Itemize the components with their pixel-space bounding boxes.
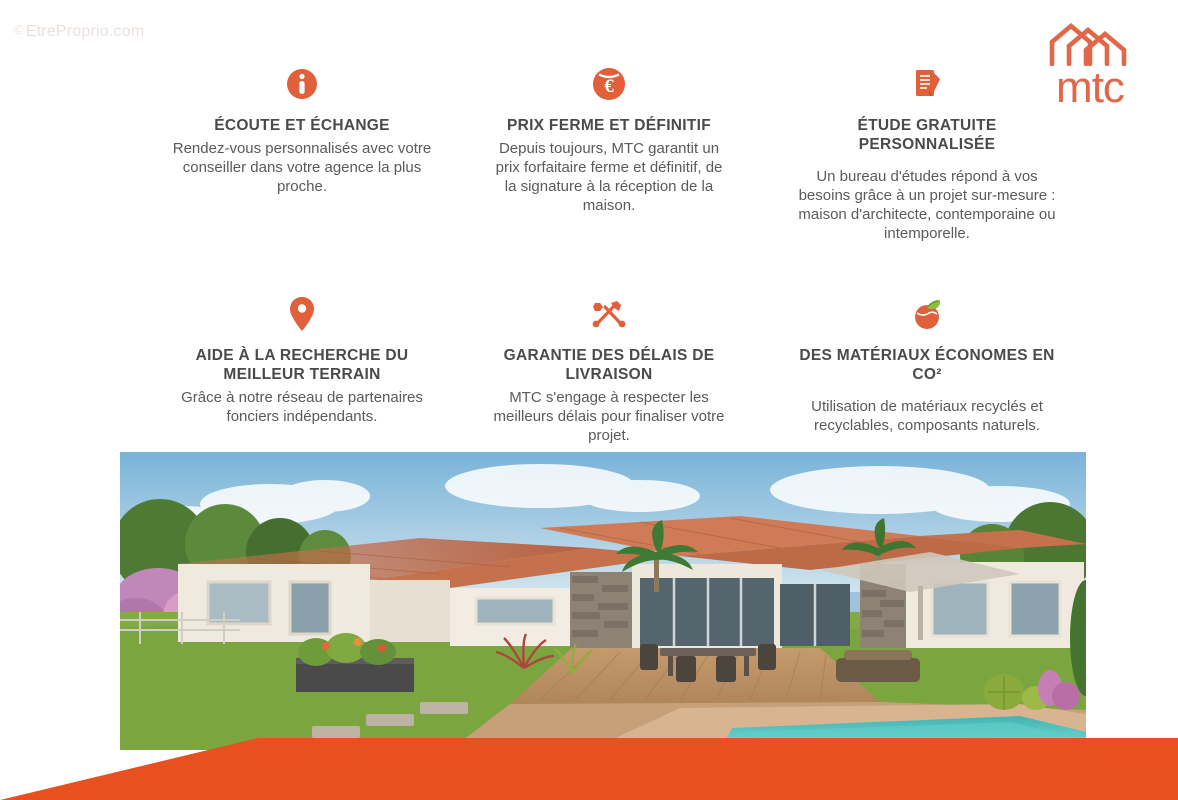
feature-garantie-delais-livraison [450,262,768,445]
features-grid [120,62,1086,445]
feature-title: GARANTIE DES DÉLAIS DE LIVRAISON [503,347,715,383]
feature-icon-wrap [774,292,1080,336]
watermark [14,22,144,41]
feature-body: MTC s'engage à respecter les meilleurs délais pour finaliser votre projet. [493,389,725,444]
svg-text:€: € [604,76,614,97]
feature-title: AIDE À LA RECHERCHE DU MEILLEUR TERRAIN [195,347,409,383]
feature-icon-wrap [160,62,444,106]
house-photo [120,452,1086,750]
feature-materiaux-economes-co2 [768,262,1086,445]
feature-title: ÉCOUTE ET ÉCHANGE [214,117,390,134]
brand-name: mtc [1056,63,1124,112]
watermark-text: EtreProprio.com [25,23,145,40]
feature-body: Utilisation de matériaux recyclés et recyclables, composants naturels. [811,398,1043,434]
feature-title: ÉTUDE GRATUITE PERSONNALISÉE [857,117,997,153]
feature-body: Grâce à notre réseau de partenaires fonciers indépendants. [181,389,423,425]
footer-band-shape [0,738,1178,800]
feature-ecoute-et-echange [120,62,450,262]
feature-icon-wrap [160,292,444,336]
feature-title: DES MATÉRIAUX ÉCONOMES EN CO² [799,347,1055,383]
info-circle-icon [286,68,318,100]
euro-coin-icon [592,67,626,101]
feature-prix-ferme-et-definitif [450,62,768,262]
feature-aide-recherche-terrain [120,262,450,445]
map-pin-icon [289,296,315,332]
feature-body: Un bureau d'études répond à vos besoins grâce à un projet sur-mesure : maison d'architecte, contemporaine ou intemporelle. [798,168,1056,242]
feature-icon-wrap [774,62,1080,106]
house-photo-illustration [120,452,1086,750]
eco-globe-leaf-icon [911,298,943,330]
feature-body: Depuis toujours, MTC garantit un prix forfaitaire ferme et définitif, de la signature à la réception de la maison. [495,140,723,214]
feature-title: PRIX FERME ET DÉFINITIF [506,117,712,134]
watermark-copyright: © [14,22,24,37]
feature-icon-wrap [456,292,762,336]
document-pencil-icon [909,66,945,102]
feature-icon-wrap [456,62,762,106]
house-roof-lines-icon [1047,22,1133,66]
feature-etude-gratuite-personnalisee [768,62,1086,262]
feature-body: Rendez-vous personnalisés avec votre conseiller dans votre agence la plus proche. [172,140,432,195]
tools-icon [592,299,626,329]
footer-band [0,738,1178,800]
